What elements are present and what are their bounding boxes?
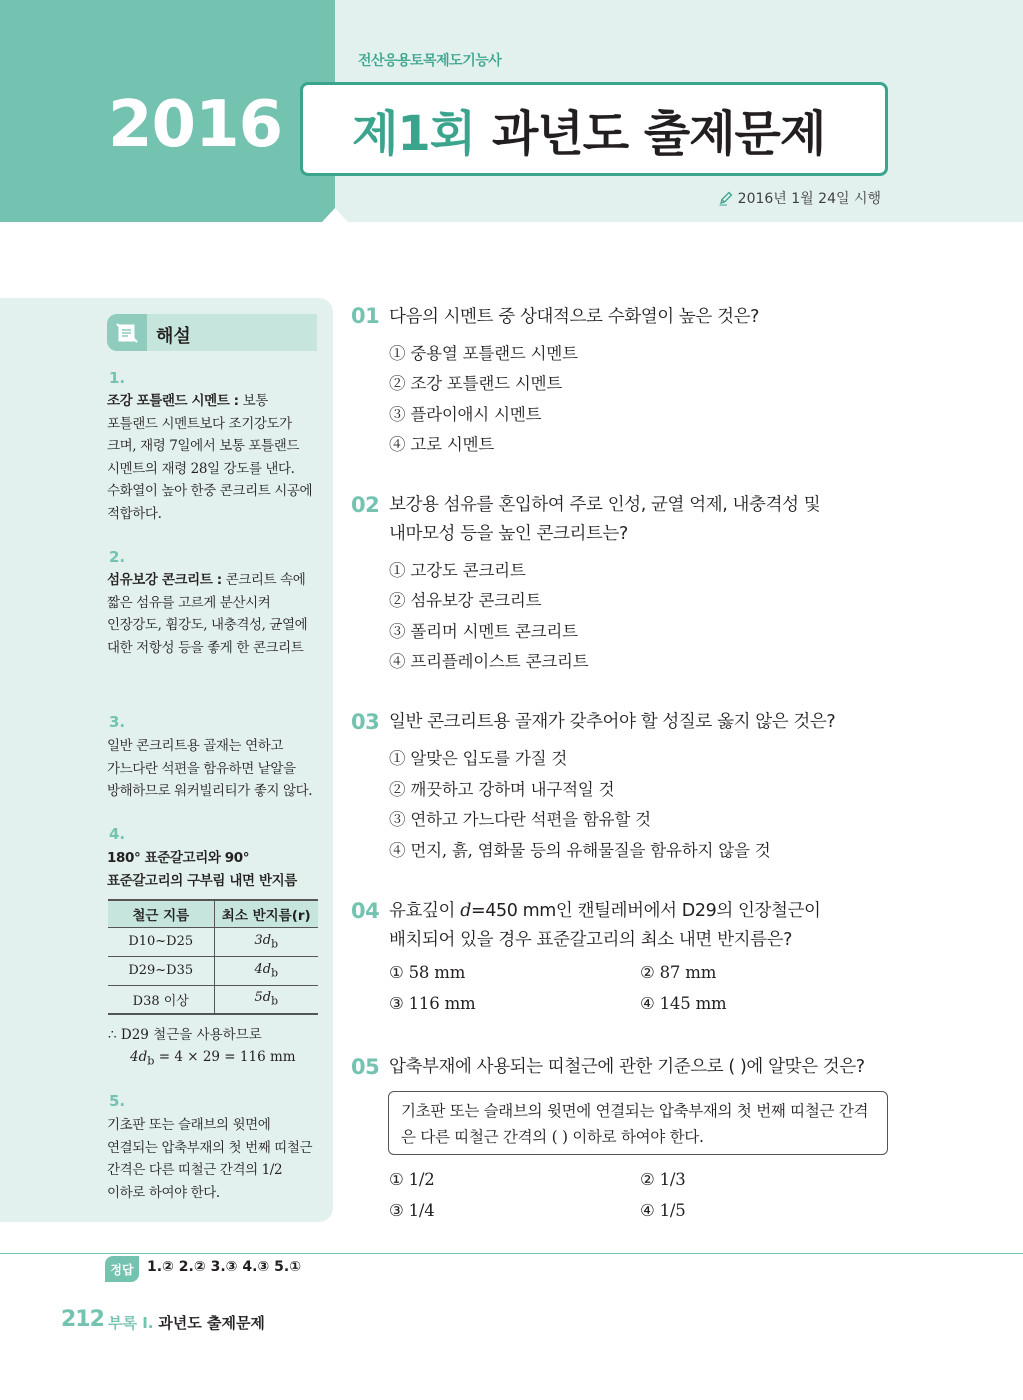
option: ④ 1/5 [640,1201,686,1220]
option: ① 중용열 포틀랜드 시멘트 [389,344,578,363]
note-number: 4. [109,825,126,843]
question-number: 05 [351,1055,380,1079]
option: ③ 플라이애시 시멘트 [389,405,542,424]
radius-table [108,899,318,1015]
pencil-icon [718,190,734,206]
note-term: 조강 포틀랜드 시멘트 : [107,393,239,409]
cell-value: 5d [254,990,272,1006]
question-condition-box: 기초판 또는 슬래브의 윗면에 연결되는 압축부재의 첫 번째 띠철근 간격은 다른 띠철근 간격의 ( ) 이하로 하여야 한다. [388,1091,888,1155]
table-row [108,985,318,1014]
cell-value: 4d [254,961,272,977]
note-term: 섬유보강 콘크리트 : [107,572,222,588]
question-text: 일반 콘크리트용 골재가 갖추어야 할 성질로 옳지 않은 것은? [389,712,836,732]
option: ② 87 mm [640,963,717,982]
note-body: 콘크리트 속에 짧은 섬유를 고르게 분산시켜 인장강도, 휨강도, 내충격성, 균열에 대한 저항성 등을 좋게 한 콘크리트 [107,572,308,656]
table-cell [214,985,318,1014]
note-body: 기초판 또는 슬래브의 윗면에 연결되는 압축부재의 첫 번째 띠철근 간격은 다른 띠철근 간격의 1/2 이하로 하여야 한다. [107,1117,313,1201]
option: ② 1/3 [640,1170,686,1189]
option: ② 깨끗하고 강하며 내구적일 것 [389,780,615,799]
option: ④ 145 mm [640,994,727,1013]
calc-var: 4d [130,1049,148,1065]
calc-eq: = 4 × 29 = 116 mm [154,1049,296,1065]
therefore-calculation [108,1024,296,1073]
note-text [107,569,319,659]
note-number: 2. [109,548,126,566]
page-title: 과년도 출제문제 [492,106,826,162]
option: ① 58 mm [389,963,466,982]
note-term: 180° 표준갈고리와 90° 표준갈고리의 구부림 내면 반지름 [107,850,297,889]
table-cell: D29~D35 [108,956,214,985]
certification-name: 전산응용토목제도기능사 [358,53,502,69]
subscript: b [271,937,279,951]
question-number: 02 [351,493,380,517]
section-prefix: 부록 I. [108,1314,154,1332]
note-body: 보통 포틀랜드 시멘트보다 조기강도가 크며, 재령 7일에서 보통 포틀랜드 시멘트의 재령 28일 강도를 낸다. 수화열이 높아 한중 콘크리트 시공에 적합하다. [107,393,313,522]
option: ② 조강 포틀랜드 시멘트 [389,374,563,393]
subscript: b [271,995,279,1009]
section-title: 과년도 출제문제 [158,1314,265,1332]
table-row [108,956,318,985]
therefore-line: ∴ D29 철근을 사용하므로 [108,1027,262,1043]
option: ③ 연하고 가느다란 석편을 함유할 것 [389,810,651,829]
variable-d: d [460,901,471,921]
option: ③ 1/4 [389,1201,435,1220]
table-cell [214,927,318,956]
option: ③ 폴리머 시멘트 콘크리트 [389,622,578,641]
option: ① 고강도 콘크리트 [389,561,526,580]
exam-year: 2016 [108,88,283,162]
question-text-post: =450 mm인 캔틸레버에서 D29의 인장철근이 배치되어 있을 경우 표준갈고리의 최소 내면 반지름은? [389,901,821,950]
notebook-icon [107,314,147,351]
question-text: 압축부재에 사용되는 띠철근에 관한 기준으로 ( )에 알맞은 것은? [389,1057,865,1077]
option: ④ 프리플레이스트 콘크리트 [389,652,589,671]
option: ① 알맞은 입도를 가질 것 [389,749,568,768]
exam-date [718,188,881,208]
question-text [389,897,889,955]
option: ③ 116 mm [389,994,476,1013]
note-body: 일반 콘크리트용 골재는 연하고 가느다란 석편을 함유하면 낱알을 방해하므로 워커빌리티가 좋지 않다. [107,738,313,799]
exam-date-text: 2016년 1월 24일 시행 [737,191,881,207]
option: ② 섬유보강 콘크리트 [389,591,542,610]
table-header: 최소 반지름(r) [214,900,318,927]
section-label [108,1312,265,1333]
explanation-heading: 해설 [156,326,191,347]
note-number: 5. [109,1092,126,1110]
table-cell: D38 이상 [108,985,214,1014]
table-header: 철근 지름 [108,900,214,927]
question-text: 다음의 시멘트 중 상대적으로 수화열이 높은 것은? [389,307,759,327]
subscript: b [271,966,279,980]
note-number: 1. [109,369,126,387]
question-number: 04 [351,899,380,923]
question-text-pre: 유효깊이 [389,901,461,921]
option: ④ 먼지, 흙, 염화물 등의 유해물질을 함유하지 않을 것 [389,841,771,860]
table-cell [214,956,318,985]
question-number: 01 [351,304,380,328]
option: ④ 고로 시멘트 [389,435,495,454]
page-number: 212 [61,1307,104,1332]
answer-key: 1.② 2.② 3.③ 4.③ 5.① [147,1259,302,1275]
subscript: b [147,1054,155,1068]
table-row [108,927,318,956]
cell-value: 3d [254,932,272,948]
title-round: 제1회 [352,106,476,162]
question-text: 보강용 섬유를 혼입하여 주로 인성, 균열 억제, 내충격성 및 내마모성 등을 높인 콘크리트는? [389,495,821,544]
note-text [107,735,319,803]
note-text [107,847,319,892]
table-cell: D10~D25 [108,927,214,956]
answer-badge: 정답 [105,1256,139,1282]
note-number: 3. [109,713,126,731]
header-notch [322,208,348,222]
answer-divider [0,1253,1023,1254]
option: ① 1/2 [389,1170,435,1189]
calculation-line [108,1046,296,1073]
note-text [107,390,319,525]
question-number: 03 [351,710,380,734]
note-text [107,1114,319,1204]
